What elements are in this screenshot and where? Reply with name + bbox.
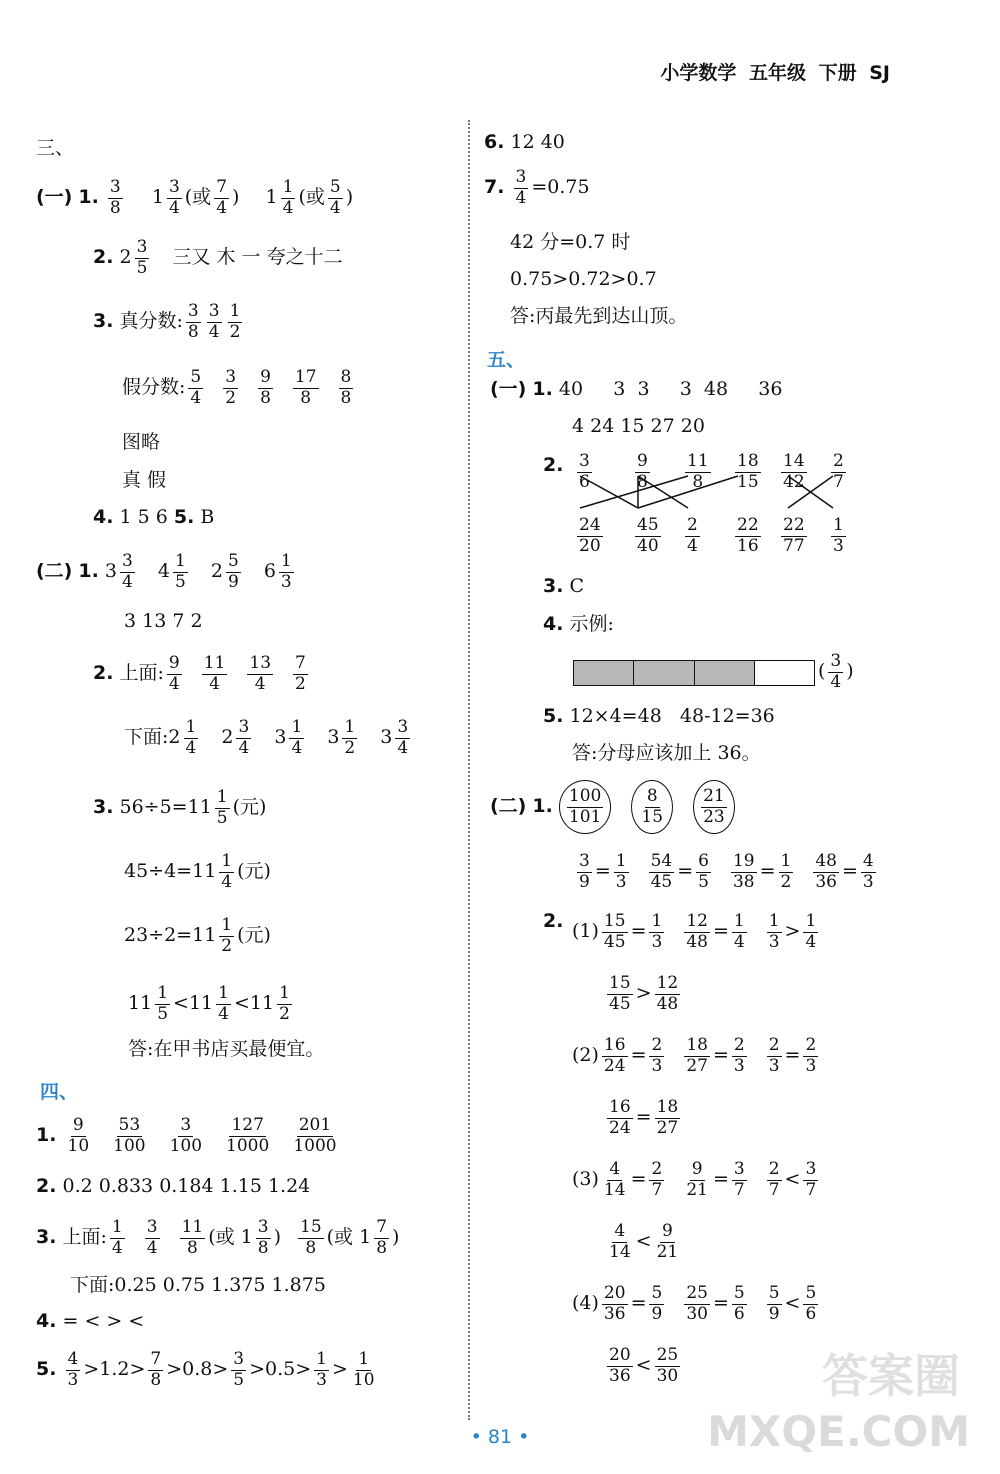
figure-omitted-text: 图略: [122, 431, 161, 453]
match-line: [638, 476, 738, 508]
fraction: $\frac{1}{2}$: [229, 301, 241, 342]
page-number: • 81 •: [470, 1426, 530, 1448]
right-a3-row: 3. C: [543, 575, 585, 597]
q3-number: 3.: [93, 310, 114, 333]
fraction: $\frac{7}{4}$: [216, 177, 228, 218]
fraction: $\frac{5}{4}$: [190, 367, 202, 408]
s4-q5-row: 5. $\frac{4}{3}$ >1.2> $\frac{7}{8}$ >0.8> $\frac{3}{5}$ >0.5> $\frac{1}{3}$ > $\frac{1}{10}$: [36, 1349, 375, 1390]
right-q7-l2: 42 分=0.7 时: [510, 231, 631, 253]
fraction: $\frac{6}{5}$: [698, 851, 709, 892]
fraction: $\frac{1}{10}$: [352, 1349, 375, 1390]
fraction: $\frac{11}{8}$: [181, 1217, 204, 1258]
fraction: $\frac{3}{4}$: [168, 177, 180, 218]
fraction: $\frac{9}{21}$: [656, 1221, 679, 1262]
fraction: $\frac{1}{5}$: [216, 787, 228, 828]
right-b2-part1-compare: $\frac{15}{45}$ > $\frac{12}{48}$: [609, 973, 679, 1014]
fraction: $\frac{3}{7}$: [805, 1159, 817, 1200]
fraction: $\frac{16}{24}$: [609, 1097, 631, 1138]
fraction: $\frac{20}{36}$: [609, 1345, 631, 1386]
right-b2-part2-compare: $\frac{16}{24}$ = $\frac{18}{27}$: [609, 1097, 679, 1138]
fraction: $\frac{9}{10}$: [67, 1115, 90, 1156]
fraction: $\frac{1}{4}$: [111, 1217, 123, 1258]
fraction: $\frac{3}{7}$: [733, 1159, 745, 1200]
left-part2-q1-row2: 3 13 7 2: [124, 610, 203, 632]
fraction: $\frac{18}{15}$: [737, 451, 759, 492]
right-b2-part4-compare: $\frac{20}{36}$ < $\frac{25}{30}$: [609, 1345, 679, 1386]
fraction: $\frac{7}{8}$: [376, 1217, 388, 1258]
fraction: $\frac{1}{3}$: [651, 911, 663, 952]
fraction: $\frac{45}{40}$: [637, 515, 659, 556]
fraction: $\frac{24}{20}$: [579, 515, 601, 556]
s4-q1-row: 1. $\frac{9}{10}$ $\frac{53}{100}$ $\frac{3}{100}$ $\frac{127}{1000}$ $\frac{201}{1000}$: [36, 1115, 337, 1156]
left-q1-row: (一) 1. $\frac{3}{8}$ 1 $\frac{3}{4}$ (或 $\frac{7}{4}$ ) 1 $\frac{1}{4}$ (或 $\frac{5}{4}$ ): [36, 177, 354, 218]
fraction: $\frac{3}{8}$: [109, 177, 121, 218]
left-part2-q3-l1: 3. 56÷5=11 $\frac{1}{5}$ (元): [93, 787, 267, 828]
part1-label: (一): [36, 186, 73, 209]
bar-cell: [755, 661, 814, 685]
fraction: $\frac{15}{45}$: [609, 973, 631, 1014]
fraction: $\frac{25}{30}$: [656, 1345, 679, 1386]
fraction: $\frac{1}{3}$: [768, 911, 780, 952]
fraction: $\frac{12}{48}$: [686, 911, 708, 952]
fraction: $\frac{9}{4}$: [168, 653, 180, 694]
fraction: $\frac{19}{38}$: [732, 851, 755, 892]
match-line: [580, 476, 688, 508]
left-part2-q3-l3: 23÷2=11 $\frac{1}{2}$ (元): [124, 915, 271, 956]
fraction: $\frac{3}{2}$: [225, 367, 237, 408]
fraction: $\frac{3}{4}$: [238, 717, 250, 758]
fraction: $\frac{1}{4}$: [282, 177, 294, 218]
fraction: $\frac{1}{2}$: [344, 717, 356, 758]
fraction-bar-diagram: [573, 660, 815, 686]
true-false-text: 真 假: [122, 469, 167, 491]
fraction: $\frac{3}{4}$: [397, 717, 409, 758]
q1-number: 1.: [78, 186, 99, 209]
fraction: $\frac{1}{4}$: [218, 983, 229, 1024]
fraction: $\frac{5}{9}$: [651, 1283, 663, 1324]
fraction: $\frac{20}{36}$: [603, 1283, 626, 1324]
fraction: $\frac{2}{3}$: [768, 1035, 780, 1076]
section-3-heading: 三、: [36, 137, 75, 159]
fraction: $\frac{5}{6}$: [733, 1283, 745, 1324]
fraction: $\frac{25}{30}$: [686, 1283, 708, 1324]
fraction: $\frac{1}{4}$: [291, 717, 303, 758]
fraction: $\frac{2}{3}$: [651, 1035, 663, 1076]
fraction: $\frac{18}{27}$: [656, 1097, 679, 1138]
circled-fraction: $\frac{8}{15}$: [631, 780, 673, 834]
fraction: $\frac{1}{5}$: [157, 983, 169, 1024]
left-part2-q2-bottom: 下面:2 $\frac{1}{4}$ 2 $\frac{3}{4}$ 3 $\frac{1}{4}$ 3 $\frac{1}{2}$ 3 $\frac{3}{4}$: [124, 717, 409, 758]
fraction: $\frac{127}{1000}$: [226, 1115, 270, 1156]
right-q7-row: 7. $\frac{3}{4}$ =0.75: [484, 167, 590, 208]
right-b2-part4: (4) $\frac{20}{36}$ = $\frac{5}{9}$ $\frac{25}{30}$ = $\frac{5}{6}$ $\frac{5}{9}$ < $\frac{5}{6}$: [572, 1283, 817, 1324]
left-part2-q2-top: 2. 上面: $\frac{9}{4}$ $\frac{11}{4}$ $\frac{13}{4}$ $\frac{7}{2}$: [93, 653, 306, 694]
q2-number: 2.: [93, 246, 114, 269]
fraction: $\frac{22}{16}$: [737, 515, 759, 556]
fraction: $\frac{5}{6}$: [805, 1283, 817, 1324]
right-b2-number: 2.: [543, 910, 564, 932]
fraction: $\frac{3}{9}$: [579, 851, 590, 892]
watermark-logo-text: 答案圈: [822, 1349, 960, 1403]
fraction: $\frac{53}{100}$: [113, 1115, 146, 1156]
fraction: $\frac{3}{5}$: [233, 1349, 245, 1390]
fraction: $\frac{3}{100}$: [169, 1115, 203, 1156]
fraction: $\frac{7}{8}$: [150, 1349, 162, 1390]
fraction: $\frac{3}{4}$: [122, 551, 133, 592]
match-line: [580, 476, 638, 508]
fraction: $\frac{7}{2}$: [295, 653, 306, 694]
right-a1-row1: (一) 1. 40 3 3 3 48 36: [490, 378, 783, 400]
column-divider: [468, 120, 470, 1420]
fraction: $\frac{22}{77}$: [783, 515, 805, 556]
right-b1-equalities: $\frac{3}{9}$ = $\frac{1}{3}$ $\frac{54}{45}$ = $\frac{6}{5}$ $\frac{19}{38}$ = $\frac{1}{2}$ $\frac{48}{36}$ = $\frac{4}{3}$: [579, 851, 874, 892]
fraction: $\frac{4}{14}$: [609, 1221, 631, 1262]
fraction: $\frac{9}{8}$: [637, 451, 648, 492]
fraction: $\frac{3}{8}$: [187, 301, 199, 342]
fraction: $\frac{2}{4}$: [687, 515, 698, 556]
fraction: $\frac{9}{21}$: [686, 1159, 708, 1200]
part2-label: (二): [36, 560, 73, 583]
right-a4-row: 4. 示例:: [543, 613, 614, 635]
s4-q4-row: 4. = < > <: [36, 1310, 145, 1332]
right-a5-answer: 答:分母应该加上 36。: [572, 742, 761, 764]
fraction: $\frac{4}{14}$: [603, 1159, 626, 1200]
fraction: $\frac{15}{45}$: [603, 911, 626, 952]
fraction: $\frac{1}{5}$: [174, 551, 186, 592]
fraction: $\frac{2}{7}$: [651, 1159, 663, 1200]
page-header: 小学数学 五年级 下册 SJ: [660, 62, 890, 84]
fraction: $\frac{1}{4}$: [805, 911, 817, 952]
left-part2-q3-l2: 45÷4=11 $\frac{1}{4}$ (元): [124, 851, 271, 892]
fraction: $\frac{14}{42}$: [783, 451, 805, 492]
left-q4-q5-row: 4. 1 5 6 5. B: [93, 506, 215, 528]
s4-q3-top: 3. 上面: $\frac{1}{4}$ $\frac{3}{4}$ $\frac{11}{8}$ (或 1 $\frac{3}{8}$ ) $\frac{15}{8}$ (或 1 $\frac{7}{8}$ ): [36, 1217, 400, 1258]
right-a5-row: 5. 12×4=48 48-12=36: [543, 705, 775, 727]
fraction: $\frac{11}{8}$: [687, 451, 709, 492]
right-a2-number: 2.: [543, 454, 564, 476]
fraction: $\frac{16}{24}$: [603, 1035, 626, 1076]
circled-fraction: $\frac{21}{23}$: [693, 780, 735, 834]
fraction: $\frac{3}{4}$: [515, 167, 527, 208]
section-4-heading: 四、: [40, 1081, 79, 1103]
bar-cell: [695, 661, 755, 685]
fraction: $\frac{1}{4}$: [733, 911, 745, 952]
left-q2-row: 2. 2 $\frac{3}{5}$ 三又 木 一 夸之十二: [93, 237, 343, 278]
left-part2-q3-answer: 答:在甲书店买最便宜。: [128, 1038, 325, 1060]
fraction: $\frac{13}{4}$: [249, 653, 272, 694]
fraction: $\frac{15}{8}$: [300, 1217, 322, 1258]
fraction: $\frac{3}{8}$: [257, 1217, 269, 1258]
bar-cell: [574, 661, 634, 685]
s4-q3-bottom: 下面:0.25 0.75 1.375 1.875: [70, 1274, 326, 1296]
fraction: $\frac{1}{2}$: [780, 851, 792, 892]
s4-q2-row: 2. 0.2 0.833 0.184 1.15 1.24: [36, 1175, 311, 1197]
fraction: $\frac{3}{4}$: [830, 651, 842, 692]
fraction: $\frac{3}{5}$: [136, 237, 148, 278]
right-b2-part3-compare: $\frac{4}{14}$ < $\frac{9}{21}$: [609, 1221, 679, 1262]
fraction: $\frac{3}{4}$: [146, 1217, 158, 1258]
fraction: $\frac{8}{8}$: [340, 367, 352, 408]
proper-fraction-label: 真分数:: [119, 310, 183, 333]
fraction: $\frac{2}{7}$: [833, 451, 844, 492]
fraction: $\frac{1}{4}$: [221, 851, 233, 892]
improper-fraction-label: 假分数:: [122, 376, 186, 399]
right-q7-l3: 0.75>0.72>0.7: [510, 268, 657, 290]
fraction: $\frac{2}{3}$: [733, 1035, 745, 1076]
fraction: $\frac{5}{9}$: [227, 551, 239, 592]
bar-fraction-label: ( $\frac{3}{4}$ ): [818, 651, 854, 692]
fraction: $\frac{201}{1000}$: [293, 1115, 337, 1156]
section-5-heading: 五、: [487, 349, 526, 371]
fraction: $\frac{18}{27}$: [686, 1035, 708, 1076]
right-b2-part3: (3) $\frac{4}{14}$ = $\frac{2}{7}$ $\frac{9}{21}$ = $\frac{3}{7}$ $\frac{2}{7}$ < $\frac{3}{7}$: [572, 1159, 817, 1200]
fraction: $\frac{11}{4}$: [203, 653, 226, 694]
fraction: $\frac{48}{36}$: [815, 851, 837, 892]
circled-fraction: $\frac{100}{101}$: [559, 780, 611, 834]
fraction: $\frac{1}{2}$: [279, 983, 290, 1024]
right-b2-part2: (2) $\frac{16}{24}$ = $\frac{2}{3}$ $\frac{18}{27}$ = $\frac{2}{3}$ $\frac{2}{3}$ = $\frac{2}{3}$: [572, 1035, 817, 1076]
match-line: [638, 476, 688, 508]
left-part2-q3-compare: 11 $\frac{1}{5}$ <11 $\frac{1}{4}$ <11 $\frac{1}{2}$: [128, 983, 290, 1024]
fraction: $\frac{5}{4}$: [329, 177, 341, 218]
right-a1-row2: 4 24 15 27 20: [572, 415, 705, 437]
watermark-url: MXQE.COM: [707, 1407, 970, 1456]
right-b1-row: (二) 1. $\frac{100}{101}$ $\frac{8}{15}$ $\frac{21}{23}$: [490, 780, 749, 834]
fraction: $\frac{4}{3}$: [67, 1349, 79, 1390]
fraction: $\frac{12}{48}$: [656, 973, 679, 1014]
right-q7-answer: 答:丙最先到达山顶。: [510, 305, 688, 327]
fraction: $\frac{9}{8}$: [260, 367, 271, 408]
fraction: $\frac{1}{3}$: [316, 1349, 327, 1390]
fraction: $\frac{1}{3}$: [280, 551, 292, 592]
fraction: $\frac{2}{3}$: [805, 1035, 817, 1076]
left-part2-q1-row: (二) 1. 3 $\frac{3}{4}$ 4 $\frac{1}{5}$ 2 $\frac{5}{9}$ 6 $\frac{1}{3}$: [36, 551, 292, 592]
right-b2-part1: (1) $\frac{15}{45}$ = $\frac{1}{3}$ $\frac{12}{48}$ = $\frac{1}{4}$ $\frac{1}{3}$ > $\frac{1}{4}$: [572, 911, 817, 952]
left-q3-improper-row: [122, 368, 356, 408]
fraction: $\frac{2}{7}$: [768, 1159, 780, 1200]
fraction: $\frac{1}{4}$: [185, 717, 197, 758]
fraction: $\frac{3}{4}$: [208, 301, 220, 342]
bar-cell: [634, 661, 694, 685]
fraction: $\frac{54}{45}$: [650, 851, 673, 892]
fraction: $\frac{3}{6}$: [579, 451, 590, 492]
fraction: $\frac{1}{3}$: [833, 515, 844, 556]
fraction: $\frac{17}{8}$: [294, 367, 317, 408]
fraction: $\frac{1}{2}$: [221, 915, 233, 956]
fraction: $\frac{1}{3}$: [615, 851, 627, 892]
fraction: $\frac{5}{9}$: [768, 1283, 780, 1324]
right-q6-row: 6. 12 40: [484, 131, 565, 153]
matching-lines: [560, 450, 860, 525]
fraction: $\frac{4}{3}$: [862, 851, 874, 892]
left-q3-row: [93, 302, 245, 342]
q2-text: 三又 木 一 夸之十二: [172, 246, 343, 269]
